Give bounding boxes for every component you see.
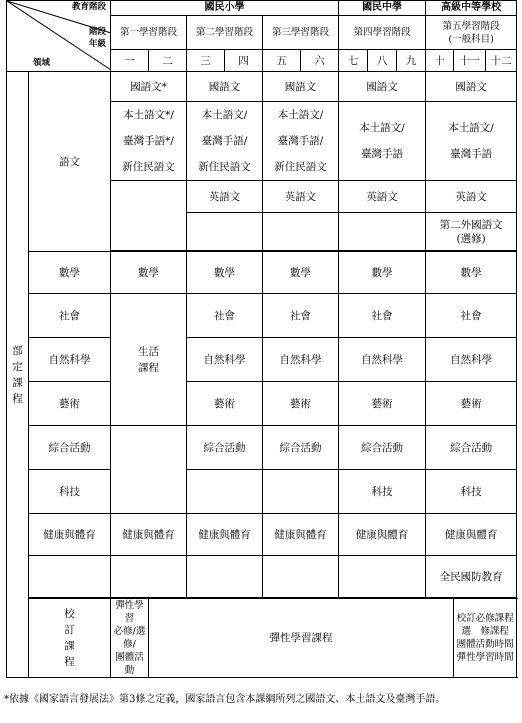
row-math (7, 252, 517, 294)
cell-local-s2: 本土語文/ 臺灣手語/ 新住民語文 (187, 102, 263, 181)
cell-health-s1: 健康與體育 (111, 514, 187, 556)
cell-defense-s5: 全民國防教育 (426, 556, 517, 598)
cell-health-s4: 健康與體育 (339, 514, 426, 556)
cell-english-s2: 英語文 (187, 181, 263, 213)
cell-math-s3: 數學 (263, 252, 339, 294)
cell-social-s2: 社會 (187, 294, 263, 338)
grade-7: 七 (339, 50, 368, 72)
cell-arts-s4: 藝術 (339, 382, 426, 426)
curriculum-table (6, 0, 517, 678)
cell-defense-s2-empty (187, 556, 263, 598)
cell-technology-s3-empty (263, 470, 339, 514)
grade-4: 四 (225, 50, 263, 72)
cell-math-s2: 數學 (187, 252, 263, 294)
cell-social-s5: 社會 (426, 294, 517, 338)
cell-math-s5: 數學 (426, 252, 517, 294)
stage-5-title: 第五學習階段 (442, 20, 500, 32)
side-label-school: 校 訂 課 程 (29, 599, 111, 678)
domain-technology: 科技 (29, 470, 111, 514)
cell-mandarin-s2: 國語文 (187, 72, 263, 102)
curriculum-document (6, 0, 516, 678)
cell-arts-s3: 藝術 (263, 382, 339, 426)
cell-local-s5: 本土語文/ 臺灣手語 (426, 102, 517, 181)
cell-mandarin-s1: 國語文* (111, 72, 187, 102)
grade-12: 十二 (486, 50, 517, 72)
cell-arts-s5: 藝術 (426, 382, 517, 426)
cell-english-s5: 英語文 (426, 181, 517, 213)
domain-integrative: 綜合活動 (29, 426, 111, 470)
cell-health-s2: 健康與體育 (187, 514, 263, 556)
grade-5: 五 (263, 50, 301, 72)
cell-flexible-senior: 校訂必修課程 選 修課程 團體活動時間 彈性學習時間 (454, 599, 517, 678)
row-arts (7, 382, 517, 426)
cell-second-foreign-s2-empty (187, 213, 263, 251)
stage-2: 第二學習階段 (187, 16, 263, 50)
cell-defense-s4-empty (339, 556, 426, 598)
grade-8: 八 (368, 50, 397, 72)
cell-integrative-s5: 綜合活動 (426, 426, 517, 470)
side-label-ministry: 部 定 課 程 (7, 72, 29, 678)
cell-technology-s4: 科技 (339, 470, 426, 514)
stage-5-subtitle: (一般科目) (448, 33, 494, 45)
cell-social-s3: 社會 (263, 294, 339, 338)
cell-arts-s2: 藝術 (187, 382, 263, 426)
cell-second-foreign-s3-empty (263, 213, 339, 251)
diag-label-domain: 領域 (33, 58, 51, 68)
cell-health-s3: 健康與體育 (263, 514, 339, 556)
footnote: *依據《國家語言發展法》第3條之定義，國家語言包含本課綱所列之國語文、本土語文及臺灣手語。 (4, 694, 446, 705)
cell-english-s3: 英語文 (263, 181, 339, 213)
domain-defense-empty (29, 556, 111, 598)
row-social (7, 294, 517, 338)
row-defense (7, 556, 517, 598)
cell-english-s4: 英語文 (339, 181, 426, 213)
cell-second-foreign-s5: 第二外國語文 (選修) (426, 213, 517, 251)
cell-science-s5: 自然科學 (426, 338, 517, 382)
stage-3: 第三學習階段 (263, 16, 339, 50)
row-flexible (7, 599, 517, 678)
row-integrative (7, 426, 517, 470)
cell-defense-s3-empty (263, 556, 339, 598)
row-mandarin (7, 72, 517, 102)
level-senior: 高級中等學校 (426, 1, 517, 16)
cell-life-course: 生活 課程 (111, 294, 187, 426)
cell-english-s1-empty (111, 181, 187, 251)
cell-mandarin-s5: 國語文 (426, 72, 517, 102)
grade-11: 十一 (454, 50, 486, 72)
cell-science-s2: 自然科學 (187, 338, 263, 382)
grade-2: 二 (149, 50, 187, 72)
row-science (7, 338, 517, 382)
cell-science-s3: 自然科學 (263, 338, 339, 382)
grade-6: 六 (301, 50, 339, 72)
cell-integrative-s4: 綜合活動 (339, 426, 426, 470)
cell-local-s4: 本土語文/ 臺灣手語 (339, 102, 426, 181)
grade-10: 十 (426, 50, 454, 72)
grade-9: 九 (397, 50, 426, 72)
cell-mandarin-s4: 國語文 (339, 72, 426, 102)
grade-1: 一 (111, 50, 149, 72)
header-row-level (7, 1, 517, 16)
cell-technology-s2-empty (187, 470, 263, 514)
stage-5 (426, 16, 517, 50)
cell-integrative-s2: 綜合活動 (187, 426, 263, 470)
level-elementary: 國民小學 (111, 1, 339, 16)
stage-4: 第四學習階段 (339, 16, 426, 50)
cell-second-foreign-s4-empty (339, 213, 426, 251)
diag-label-stage: 階段 (88, 27, 106, 37)
cell-integrative-s3: 綜合活動 (263, 426, 339, 470)
domain-language: 語文 (29, 72, 111, 252)
grade-3: 三 (187, 50, 225, 72)
domain-health: 健康與體育 (29, 514, 111, 556)
domain-science: 自然科學 (29, 338, 111, 382)
cell-integrative-s1-empty (111, 426, 187, 514)
cell-flexible-value: 彈性學習課程 (149, 599, 454, 678)
row-technology (7, 470, 517, 514)
cell-science-s4: 自然科學 (339, 338, 426, 382)
cell-math-s1: 數學 (111, 252, 187, 294)
cell-local-s3: 本土語文/ 臺灣手語/ 新住民語文 (263, 102, 339, 181)
diag-label-level: 教育階段 (71, 2, 106, 12)
header-diagonal-cell (7, 1, 111, 72)
domain-social: 社會 (29, 294, 111, 338)
cell-mandarin-s3: 國語文 (263, 72, 339, 102)
cell-local-s1: 本土語文*/ 臺灣手語*/ 新住民語文 (111, 102, 187, 181)
level-junior: 國民中學 (339, 1, 426, 16)
cell-defense-s1-empty (111, 556, 187, 598)
stage-1: 第一學習階段 (111, 16, 187, 50)
cell-technology-s5: 科技 (426, 470, 517, 514)
cell-social-s4: 社會 (339, 294, 426, 338)
cell-health-s5: 健康與體育 (426, 514, 517, 556)
diag-label-grade: 年級 (88, 39, 106, 49)
domain-math: 數學 (29, 252, 111, 294)
domain-arts: 藝術 (29, 382, 111, 426)
row-health (7, 514, 517, 556)
cell-math-s4: 數學 (339, 252, 426, 294)
domain-flexible: 彈性學習 必修/選修/ 團體活動 (111, 599, 149, 678)
